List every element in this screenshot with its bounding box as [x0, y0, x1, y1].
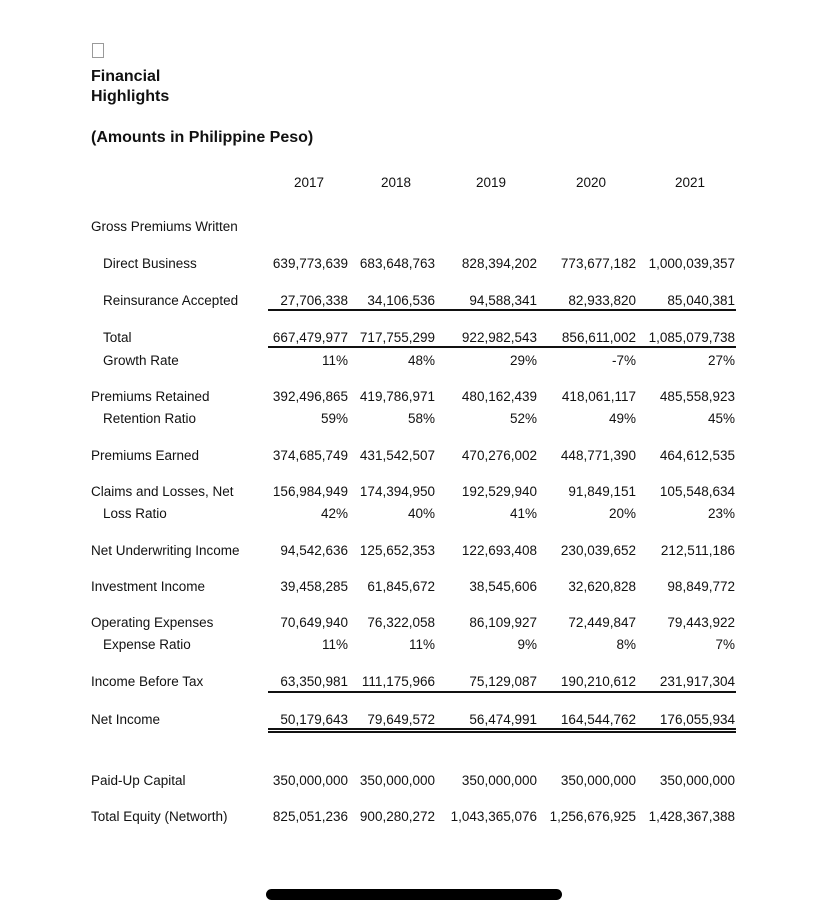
table-cell: 230,039,652 [560, 543, 636, 558]
subtotal-rule [268, 309, 736, 311]
table-cell: 470,276,002 [461, 448, 537, 463]
table-cell: 52% [509, 411, 537, 426]
table-cell: 79,649,572 [367, 712, 435, 727]
table-cell: 1,428,367,388 [648, 809, 735, 824]
table-cell: 192,529,940 [461, 484, 537, 499]
table-cell: 9% [517, 637, 537, 652]
table-cell: 49% [608, 411, 636, 426]
row-label: Loss Ratio [103, 506, 167, 521]
table-cell: 190,210,612 [560, 674, 636, 689]
table-cell: 350,000,000 [560, 773, 636, 788]
row-label: Net Underwriting Income [91, 543, 240, 558]
table-cell: 464,612,535 [659, 448, 735, 463]
table-cell: 418,061,117 [561, 389, 636, 404]
table-cell: 164,544,762 [560, 712, 636, 727]
table-cell: 40% [407, 506, 435, 521]
table-cell: 176,055,934 [659, 712, 735, 727]
table-cell: 374,685,749 [272, 448, 348, 463]
table-cell: 485,558,923 [659, 389, 735, 404]
row-label: Total [103, 330, 132, 345]
table-cell: 419,786,971 [359, 389, 435, 404]
table-cell: 717,755,299 [359, 330, 435, 345]
row-label: Retention Ratio [103, 411, 197, 426]
column-header-year: 2021 [674, 175, 706, 190]
table-cell: 1,256,676,925 [549, 809, 636, 824]
table-cell: 231,917,304 [659, 674, 735, 689]
table-cell: 50,179,643 [280, 712, 348, 727]
column-header-year: 2017 [293, 175, 325, 190]
row-label: Net Income [91, 712, 161, 727]
document-title: Financial Highlights [91, 68, 170, 105]
table-cell: 79,443,922 [667, 615, 735, 630]
table-cell: 105,548,634 [659, 484, 735, 499]
table-cell: 392,496,865 [272, 389, 348, 404]
table-cell: 27% [707, 353, 735, 368]
table-cell: 72,449,847 [568, 615, 636, 630]
table-cell: 8% [616, 637, 636, 652]
table-cell: 825,051,236 [272, 809, 348, 824]
table-cell: 48% [407, 353, 435, 368]
row-label: Income Before Tax [91, 674, 204, 689]
table-cell: 639,773,639 [272, 256, 348, 271]
table-cell: 922,982,543 [461, 330, 537, 345]
row-label: Operating Expenses [91, 615, 214, 630]
table-cell: 350,000,000 [359, 773, 435, 788]
table-cell: 11% [408, 637, 435, 652]
row-label: Growth Rate [103, 353, 179, 368]
row-label: Claims and Losses, Net [91, 484, 234, 499]
table-cell: 38,545,606 [469, 579, 537, 594]
table-cell: 667,479,977 [272, 330, 348, 345]
table-cell: 76,322,058 [367, 615, 435, 630]
document-subtitle: (Amounts in Philippine Peso) [91, 129, 314, 146]
table-cell: 70,649,940 [280, 615, 348, 630]
table-cell: 7% [715, 637, 735, 652]
table-cell: 32,620,828 [568, 579, 636, 594]
column-header-year: 2018 [380, 175, 412, 190]
broken-image-icon [92, 43, 104, 58]
table-cell: 11% [321, 637, 348, 652]
table-cell: 86,109,927 [469, 615, 537, 630]
net-income-double-rule [268, 728, 736, 733]
home-indicator[interactable] [266, 889, 562, 900]
table-cell: 856,611,002 [561, 330, 636, 345]
table-cell: 27,706,338 [280, 293, 348, 308]
row-label: Expense Ratio [103, 637, 191, 652]
table-cell: 58% [407, 411, 435, 426]
table-cell: 480,162,439 [461, 389, 537, 404]
table-cell: 900,280,272 [359, 809, 435, 824]
table-cell: 59% [320, 411, 348, 426]
table-cell: 75,129,087 [469, 674, 537, 689]
table-cell: 683,648,763 [359, 256, 435, 271]
table-cell: 448,771,390 [560, 448, 636, 463]
table-cell: 94,588,341 [469, 293, 537, 308]
total-rule [268, 346, 736, 348]
table-cell: 350,000,000 [461, 773, 537, 788]
table-cell: 82,933,820 [568, 293, 636, 308]
table-cell: 122,693,408 [461, 543, 537, 558]
table-cell: 85,040,381 [667, 293, 735, 308]
table-cell: 11% [321, 353, 348, 368]
table-cell: 111,175,966 [361, 674, 435, 689]
table-cell: 156,984,949 [272, 484, 348, 499]
table-cell: 1,043,365,076 [450, 809, 537, 824]
table-cell: 42% [320, 506, 348, 521]
table-cell: 45% [707, 411, 735, 426]
table-cell: 125,652,353 [359, 543, 435, 558]
table-cell: 23% [707, 506, 735, 521]
table-cell: 61,845,672 [367, 579, 435, 594]
table-cell: 39,458,285 [280, 579, 348, 594]
table-cell: 828,394,202 [461, 256, 537, 271]
table-cell: 350,000,000 [659, 773, 735, 788]
table-cell: 350,000,000 [272, 773, 348, 788]
table-cell: 94,542,636 [280, 543, 348, 558]
section-header-gross-premiums: Gross Premiums Written [91, 219, 238, 234]
table-cell: 1,000,039,357 [648, 256, 735, 271]
table-cell: -7% [611, 353, 636, 368]
table-cell: 91,849,151 [568, 484, 636, 499]
table-cell: 174,394,950 [359, 484, 435, 499]
table-cell: 773,677,182 [560, 256, 636, 271]
table-cell: 63,350,981 [280, 674, 348, 689]
row-label: Direct Business [103, 256, 197, 271]
table-cell: 56,474,991 [469, 712, 537, 727]
row-label: Premiums Retained [91, 389, 210, 404]
column-header-year: 2020 [575, 175, 607, 190]
table-cell: 1,085,079,738 [648, 330, 735, 345]
table-cell: 34,106,536 [367, 293, 435, 308]
table-cell: 41% [509, 506, 537, 521]
row-label: Premiums Earned [91, 448, 200, 463]
row-label: Investment Income [91, 579, 206, 594]
table-cell: 29% [509, 353, 537, 368]
row-label: Total Equity (Networth) [91, 809, 228, 824]
income-before-tax-rule [268, 691, 736, 693]
table-cell: 20% [608, 506, 636, 521]
row-label: Paid-Up Capital [91, 773, 186, 788]
table-cell: 98,849,772 [667, 579, 735, 594]
table-cell: 431,542,507 [359, 448, 435, 463]
row-label: Reinsurance Accepted [103, 293, 239, 308]
column-header-year: 2019 [475, 175, 507, 190]
table-cell: 212,511,186 [660, 543, 735, 558]
